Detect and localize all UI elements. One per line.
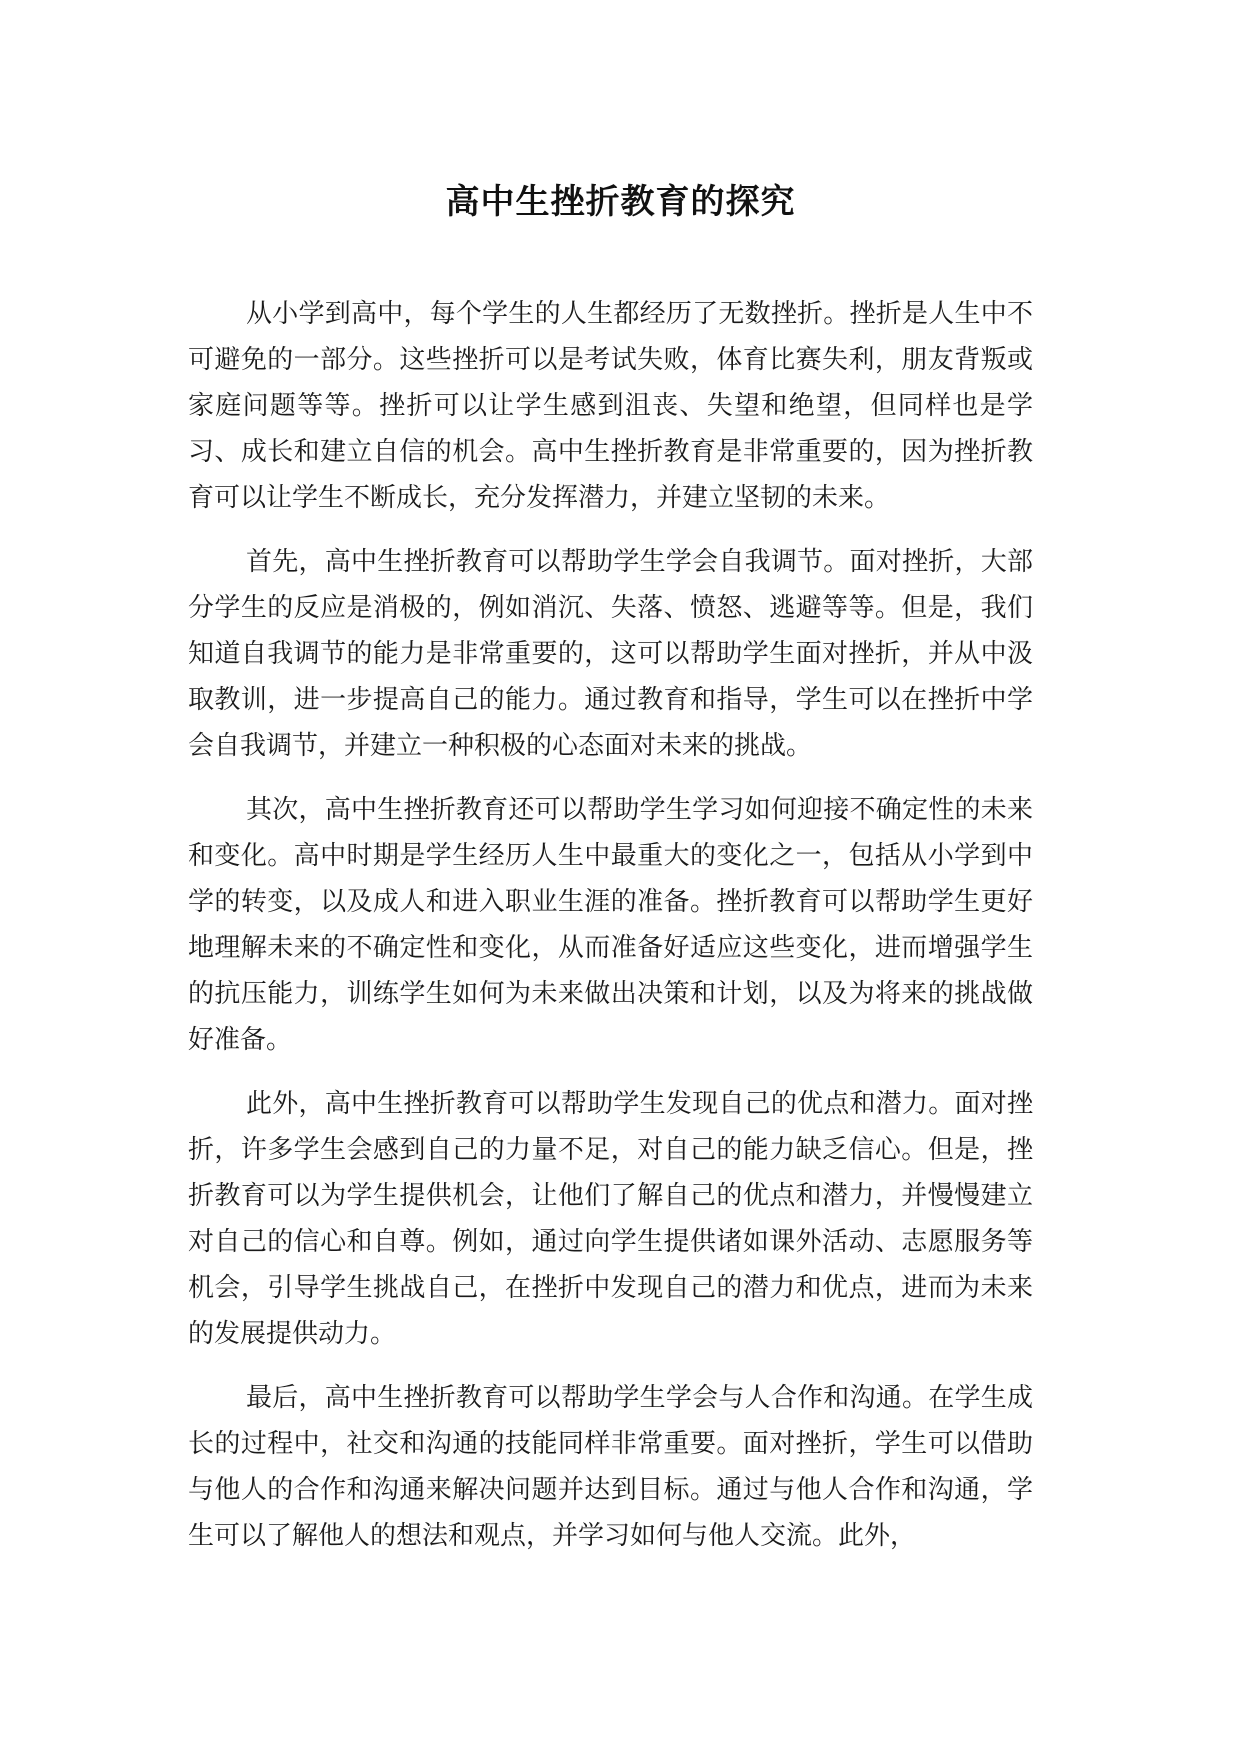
- paragraph-uncertainty: 其次，高中生挫折教育还可以帮助学生学习如何迎接不确定性的未来和变化。高中时期是学生经历人生中最重大的变化之一，包括从小学到中学的转变，以及成人和进入职业生涯的准备。挫折教育可以帮助学生更好地理解未来的不确定性和变化，从而准备好适应这些变化，进而增强学生的抗压能力，训练学生如何为未来做出决策和计划，以及为将来的挑战做好准备。: [188, 795, 1033, 1055]
- document-title: 高中生挫折教育的探究: [445, 182, 796, 222]
- document-body: [188, 291, 1033, 1577]
- paragraph-intro: 从小学到高中，每个学生的人生都经历了无数挫折。挫折是人生中不可避免的一部分。这些挫折可以是考试失败，体育比赛失利，朋友背叛或家庭问题等等。挫折可以让学生感到沮丧、失望和绝望，但同样也是学习、成长和建立自信的机会。高中生挫折教育是非常重要的，因为挫折教育可以让学生不断成长，充分发挥潜力，并建立坚韧的未来。: [188, 299, 1033, 513]
- paragraph-strengths: 此外，高中生挫折教育可以帮助学生发现自己的优点和潜力。面对挫折，许多学生会感到自己的力量不足，对自己的能力缺乏信心。但是，挫折教育可以为学生提供机会，让他们了解自己的优点和潜力，并慢慢建立对自己的信心和自尊。例如，通过向学生提供诸如课外活动、志愿服务等机会，引导学生挑战自己，在挫折中发现自己的潜力和优点，进而为未来的发展提供动力。: [188, 1089, 1033, 1349]
- paragraph-self-regulation: 首先，高中生挫折教育可以帮助学生学会自我调节。面对挫折，大部分学生的反应是消极的，例如消沉、失落、愤怒、逃避等等。但是，我们知道自我调节的能力是非常重要的，这可以帮助学生面对挫折，并从中汲取教训，进一步提高自己的能力。通过教育和指导，学生可以在挫折中学会自我调节，并建立一种积极的心态面对未来的挑战。: [188, 547, 1033, 761]
- paragraph-cooperation: 最后，高中生挫折教育可以帮助学生学会与人合作和沟通。在学生成长的过程中，社交和沟通的技能同样非常重要。面对挫折，学生可以借助与他人的合作和沟通来解决问题并达到目标。通过与他人合作和沟通，学生可以了解他人的想法和观点，并学习如何与他人交流。此外，: [188, 1383, 1033, 1551]
